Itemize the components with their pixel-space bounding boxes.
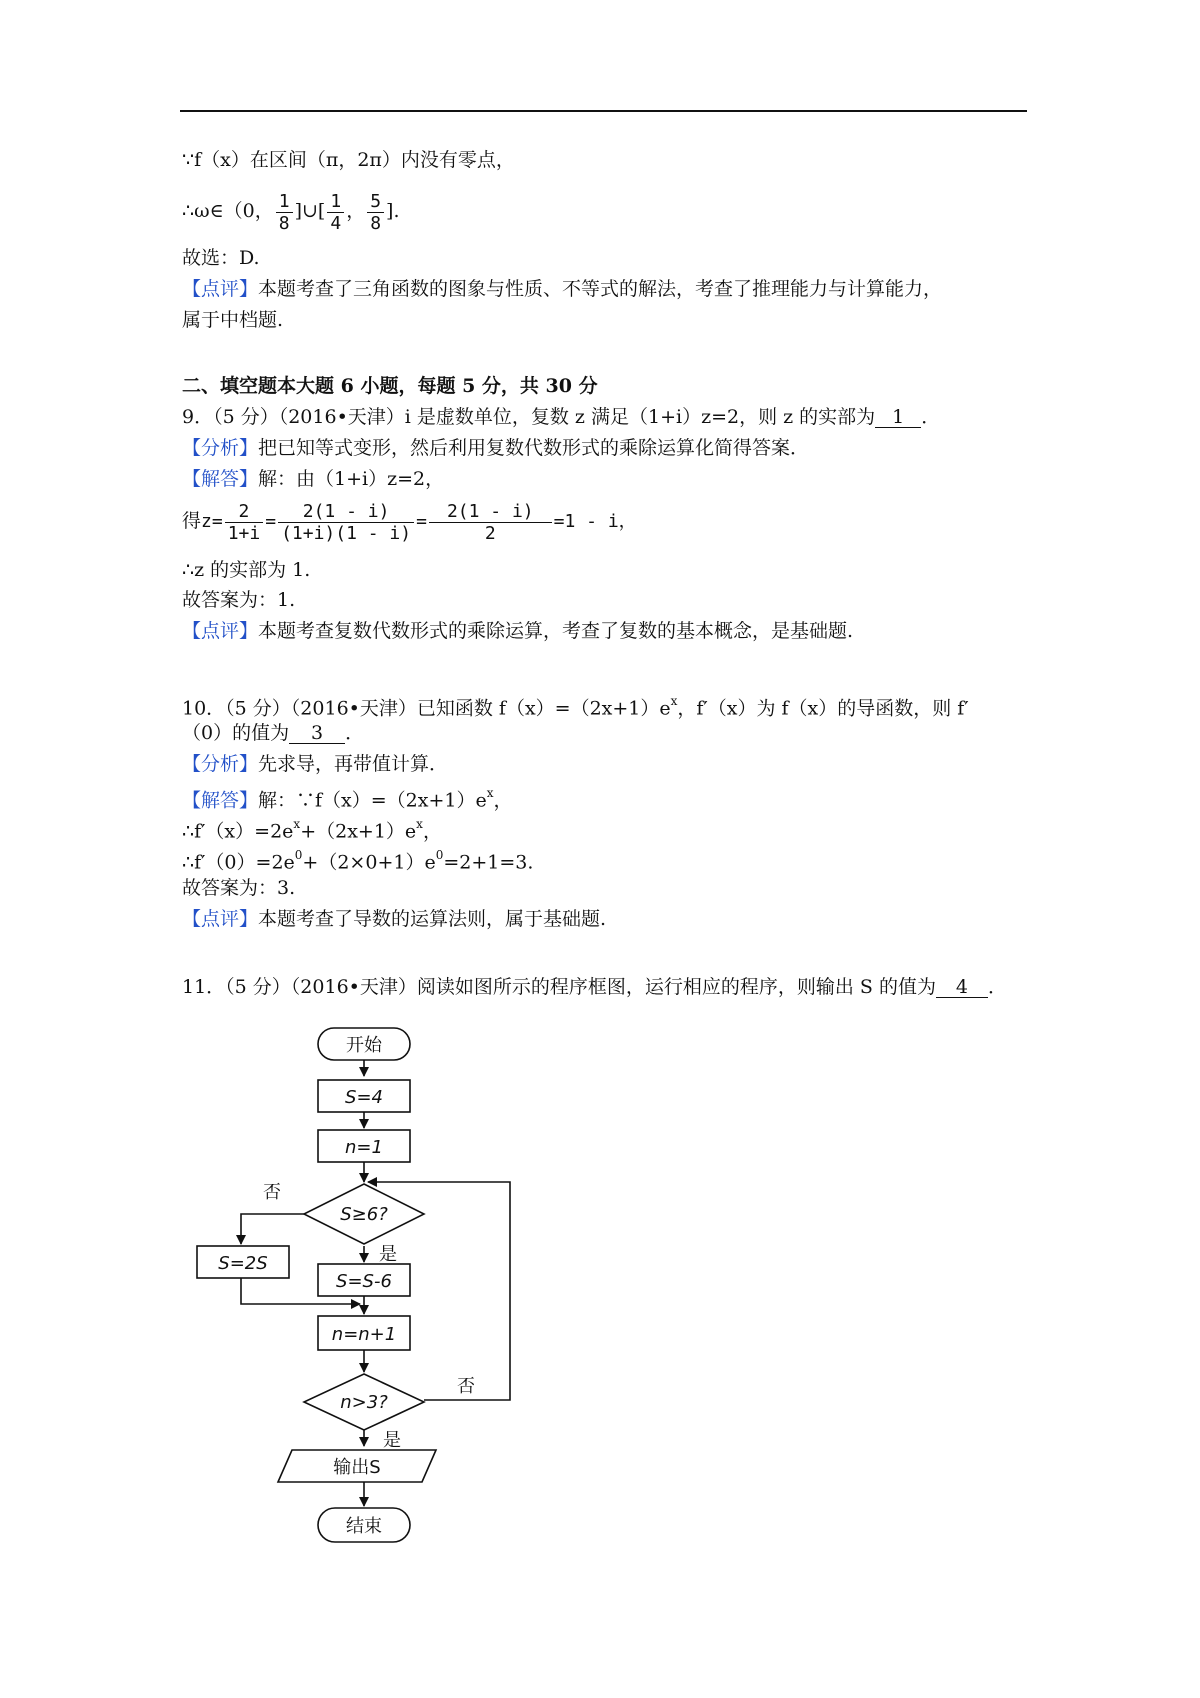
q8-line-1: ∵f（x）在区间（π，2π）内没有零点， (182, 149, 515, 171)
no1-label: 否 (263, 1182, 281, 1203)
fraction-1-8: $\frac{1}{8}$ (276, 191, 293, 234)
fraction-2-over-1+i: $\frac{2}{1+i}$ (225, 501, 264, 544)
s-double-label: S=2S (218, 1253, 268, 1274)
program-flowchart (170, 1000, 530, 1560)
q9-answer-blank: 1 (875, 407, 921, 428)
yes1-label: 是 (379, 1244, 397, 1265)
no2-label: 否 (457, 1376, 475, 1397)
end-label: 结束 (346, 1516, 382, 1537)
q9-answer: 故答案为：1. (182, 589, 296, 611)
analysis-tag: 【分析】 (182, 437, 259, 459)
fraction-1-4: $\frac{1}{4}$ (327, 191, 344, 234)
analysis-tag: 【分析】 (182, 753, 259, 775)
output-label: 输出S (333, 1457, 381, 1478)
yes2-label: 是 (383, 1430, 401, 1451)
q8-range-prefix: ∴ω∈（0， (182, 200, 274, 222)
fraction-expanded: $\frac{2(1 - i)}{(1+i)(1 - i)}$ (278, 501, 414, 544)
comment-tag: 【点评】 (182, 908, 259, 930)
n-init-label: n=1 (345, 1137, 383, 1158)
q10-solution: 【解答】解：$\because f(x)=(2x+1)e^x$， (182, 786, 513, 812)
q11-answer-blank: 4 (936, 977, 988, 998)
q10-stem: 10．（5 分）（2016•天津）已知函数 $f(x)=(2x+1)e^x$，f′（x）为 f（x）的导函数，则 f′ (182, 694, 969, 720)
q10-comment: 【点评】本题考查了导数的运算法则，属于基础题. (182, 908, 607, 930)
q8-omega-range: ∴ω∈（0， $\frac{1}{8}$ ]∪[ $\frac{1}{4}$ ， $\frac{5}{8}$ ]. (182, 190, 400, 234)
q9-solution: 【解答】解：由（1+i）z=2， (182, 468, 445, 490)
n-inc-label: n=n+1 (331, 1324, 397, 1345)
q8-choice: 故选：D. (182, 247, 260, 269)
section-title: 二、填空题本大题 6 小题，每题 5 分，共 30 分 (182, 375, 598, 397)
fraction-simplified: $\frac{2(1 - i)}{2}$ (429, 501, 552, 544)
q10-derivative: $\therefore f'(x)=2e^x+(2x+1)e^x$， (182, 817, 442, 843)
cond1-label: S≥6? (340, 1204, 388, 1225)
q10-stem-cont: （0）的值为 3 ． (182, 722, 365, 744)
q8-comment: 【点评】本题考查了三角函数的图象与性质、不等式的解法，考查了推理能力与计算能力， (182, 278, 943, 300)
q10-answer-blank: 3 (289, 723, 345, 744)
q9-conclusion: ∴z 的实部为 1. (182, 559, 311, 581)
q9-comment: 【点评】本题考查复数代数形式的乘除运算，考查了复数的基本概念，是基础题. (182, 620, 854, 642)
cond2-label: n>3? (340, 1392, 388, 1413)
q10-evaluation: $\therefore f'(0)=2e^0+(2\times 0+1)e^0=2+1=3$. (182, 848, 534, 874)
arrow-no1 (241, 1214, 304, 1244)
s-init-label: S=4 (345, 1087, 383, 1108)
start-label: 开始 (346, 1035, 382, 1056)
q9-stem: 9．（5 分）（2016•天津）i 是虚数单位，复数 z 满足（1+i）z=2，则 z 的实部为 1 ． (182, 406, 941, 428)
q10-analysis: 【分析】先求导，再带值计算． (182, 753, 449, 775)
solution-tag: 【解答】 (182, 789, 259, 812)
comment-tag: 【点评】 (182, 278, 259, 300)
q9-analysis: 【分析】把已知等式变形，然后利用复数代数形式的乘除运算化简得答案． (182, 437, 810, 459)
union-symbol: ]∪[ (294, 200, 326, 222)
s-minus-label: S=S-6 (336, 1271, 392, 1292)
q10-answer: 故答案为：3. (182, 877, 296, 899)
q11-stem: 11．（5 分）（2016•天津）阅读如图所示的程序框图，运行相应的程序，则输出 S 的值为 4 ． (182, 976, 1007, 998)
comment-tag: 【点评】 (182, 620, 259, 642)
q9-equation: 得z= $\frac{2}{1+i}$ = $\frac{2(1 - i)}{(1+i)(1 - i)}$ = $\frac{2(1 - i)}{2}$ =1 - i， (182, 500, 637, 544)
solution-tag: 【解答】 (182, 468, 259, 490)
header-rule (180, 110, 1027, 112)
fraction-5-8: $\frac{5}{8}$ (367, 191, 384, 234)
q8-comment-cont: 属于中档题. (182, 309, 284, 331)
